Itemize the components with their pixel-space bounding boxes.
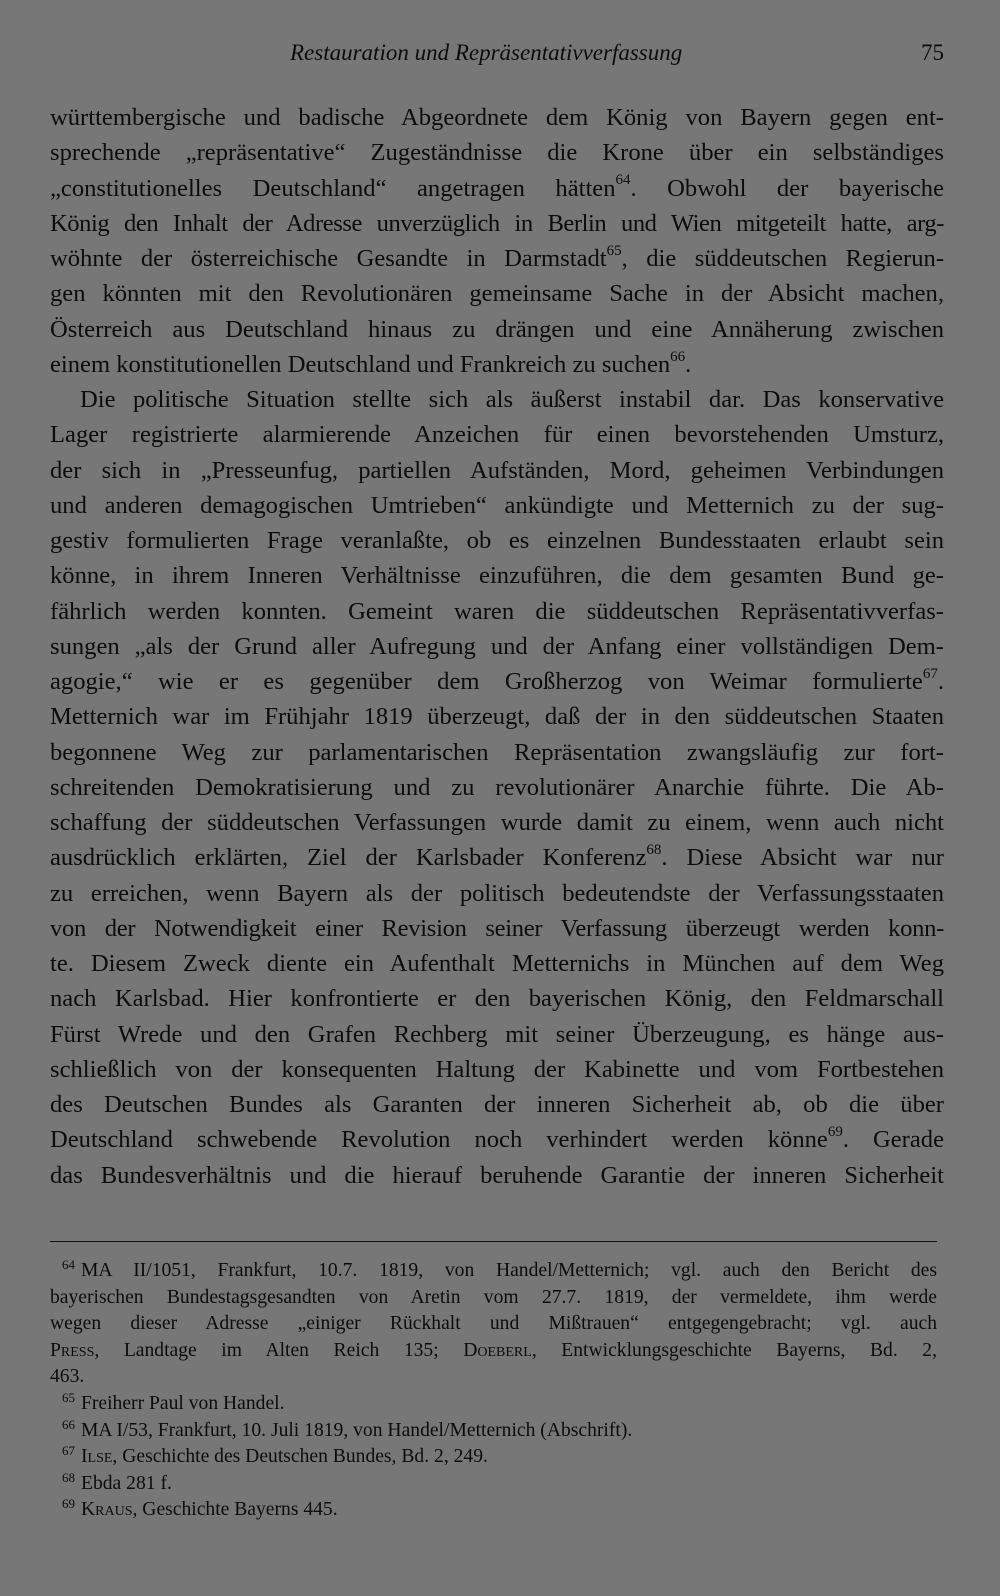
text-line: gestiv formulierten Frage veranlaßte, ob es einzelnen Bundesstaaten erlaubt sein: [50, 527, 944, 554]
footnote-64: $^{64}$ MA II/1051, Frankfurt, 10.7. 1819, von Handel/Metternich; vgl. auch den Bericht des: [62, 1257, 937, 1281]
text-line: begonnene Weg zur parlamentarischen Repräsentation zwangsläufig zur fort-: [50, 738, 944, 766]
text-line: von der Notwendigkeit einer Revision seiner Verfassung überzeugt werden konn-: [50, 914, 944, 942]
text-line: gen könnten mit den Revolutionären gemeinsame Sache in der Absicht machen,: [50, 280, 944, 308]
footnote-67: $^{67}$ Ilse, Geschichte des Deutschen Bundes, Bd. 2, 249.: [62, 1443, 488, 1468]
text-line: agogie,“ wie er es gegenüber dem Großherzog von Weimar formulierte$^{67}$.: [50, 665, 944, 695]
footnote-number: 66: [62, 1416, 75, 1432]
text-line: schließlich von der konsequenten Haltung der Kabinette und vom Fortbestehen: [50, 1055, 944, 1083]
text-line: sungen „als der Grund aller Aufregung und der Anfang einer vollständigen Dem-: [50, 632, 944, 660]
text-line: Metternich war im Frühjahr 1819 überzeugt, daß der in den süddeutschen Staaten: [50, 703, 944, 731]
footnote-ref-67[interactable]: 67: [922, 665, 938, 682]
text-line: könne, in ihrem Inneren Verhältnisse einzuführen, die dem gesamten Bund ge-: [50, 562, 944, 590]
text-line: „constitutionelles Deutschland“ angetragen hätten$^{64}$. Obwohl der bayerische: [50, 172, 944, 202]
text-line: wöhnte der österreichische Gesandte in Darmstadt$^{65}$, die süddeutschen Regierun-: [50, 242, 945, 272]
footnote-number: 67: [62, 1443, 75, 1459]
footnote-line: wegen dieser Adresse „einiger Rückhalt und Mißtrauen“ entgegengebracht; vgl. auch: [50, 1313, 937, 1335]
footnote-ref-68[interactable]: 68: [646, 842, 662, 859]
text-line: Deutschland schwebende Revolution noch verhindert werden könne$^{69}$. Gerade: [50, 1124, 944, 1154]
footnote-line: Press, Landtage im Alten Reich 135; Doeberl, Entwicklungsgeschichte Bayerns, Bd. 2,: [50, 1339, 937, 1361]
footnote-number: 68: [62, 1469, 75, 1485]
running-title: Restauration und Repräsentativverfassung: [290, 40, 683, 65]
footnote-line: bayerischen Bundestagsgesandten von Aretin vom 27.7. 1819, der vermeldete, ihm werde: [50, 1286, 937, 1308]
footnote-69: $^{69}$ Kraus, Geschichte Bayerns 445.: [62, 1496, 338, 1521]
footnote-ref-69[interactable]: 69: [827, 1124, 843, 1141]
text-line: fährlich werden konnten. Gemeint waren die süddeutschen Repräsentativverfas-: [50, 597, 944, 625]
text-line: Lager registrierte alarmierende Anzeichen für einen bevorstehenden Umsturz,: [50, 421, 944, 449]
text-line: Österreich aus Deutschland hinaus zu drängen und eine Annäherung zwischen: [50, 315, 944, 343]
text-line: württembergische und badische Abgeordnete dem König von Bayern gegen ent-: [50, 104, 944, 131]
main-text: [50, 100, 944, 1193]
text-line: und anderen demagogischen Umtrieben“ ankündigte und Metternich zu der sug-: [50, 491, 944, 519]
text-line: einem konstitutionellen Deutschland und Frankreich zu suchen$^{66}$.: [50, 348, 692, 378]
text-line: schaffung der süddeutschen Verfassungen wurde damit zu einem, wenn auch nicht: [50, 809, 944, 836]
footnote-ref-64[interactable]: 64: [615, 172, 631, 189]
footnote-number: 65: [62, 1389, 75, 1405]
text-line: der sich in „Presseunfug, partiellen Aufständen, Mord, geheimen Verbindungen: [50, 456, 944, 484]
footnote-ref-66[interactable]: 66: [670, 348, 686, 365]
footnote-number: 69: [62, 1496, 75, 1512]
page-number: 75: [921, 40, 944, 65]
footnote-divider: [50, 1241, 937, 1242]
footnote-68: $^{68}$ Ebda 281 f.: [62, 1469, 172, 1494]
footnote-ref-65[interactable]: 65: [606, 242, 622, 259]
text-line: te. Diesem Zweck diente ein Aufenthalt Metternichs in München auf dem Weg: [50, 950, 944, 977]
text-line: Die politische Situation stellte sich als äußerst instabil dar. Das konservative: [80, 386, 944, 413]
footnote-line: 463.: [50, 1366, 85, 1388]
text-line: schreitenden Demokratisierung und zu revolutionärer Anarchie führte. Die Ab-: [50, 773, 944, 801]
text-line: des Deutschen Bundes als Garanten der inneren Sicherheit ab, ob die über: [50, 1091, 944, 1118]
footnote-65: $^{65}$ Freiherr Paul von Handel.: [62, 1389, 285, 1414]
text-line: König den Inhalt der Adresse unverzüglich in Berlin und Wien mitgeteilt hatte, arg-: [50, 209, 944, 237]
text-line: zu erreichen, wenn Bayern als der politisch bedeutendste der Verfassungsstaaten: [50, 879, 944, 907]
footnote-number: 64: [62, 1257, 75, 1272]
text-line: sprechende „repräsentative“ Zugeständnisse die Krone über ein selbständiges: [50, 139, 944, 167]
footnote-66: $^{66}$ MA I/53, Frankfurt, 10. Juli 1819, von Handel/Metternich (Abschrift).: [62, 1416, 633, 1441]
text-line: nach Karlsbad. Hier konfrontierte er den bayerischen König, den Feldmarschall: [50, 985, 944, 1013]
text-line: ausdrücklich erklärten, Ziel der Karlsbader Konferenz$^{68}$. Diese Absicht war nur: [50, 842, 945, 872]
text-line: das Bundesverhältnis und die hierauf beruhende Garantie der inneren Sicherheit: [50, 1161, 944, 1189]
text-line: Fürst Wrede und den Grafen Rechberg mit seiner Überzeugung, es hänge aus-: [50, 1020, 944, 1048]
footnotes: [50, 1258, 937, 1524]
running-header: [0, 33, 1000, 73]
